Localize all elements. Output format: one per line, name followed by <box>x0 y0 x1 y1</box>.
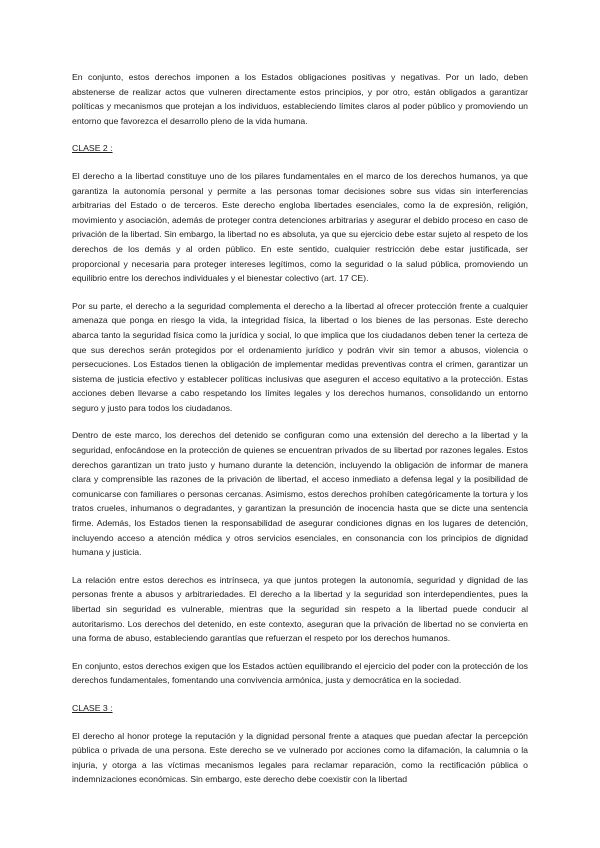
paragraph-1: En conjunto, estos derechos imponen a los Estados obligaciones positivas y negativas. Por un lado, deben abstenerse de realizar actos que vulneren directamente estos principios, y por otro, están obligados a garantizar políticas y mecanismos que protejan a los individuos, estableciendo límites claros al poder público y promoviendo un entorno que favorezca el desarrollo pleno de la vida humana. <box>72 72 528 126</box>
paragraph-2: El derecho a la libertad constituye uno de los pilares fundamentales en el marco de los derechos humanos, ya que garantiza la autonomía personal y permite a las personas tomar decisiones sobre sus vidas sin interferencias arbitrarias del Estado o de terceros. Este derecho engloba libertades esenciales, como la de expresión, religión, movimiento y asociación, además de proteger contra detenciones arbitrarias y asegurar el debido proceso en caso de privación de la libertad. Sin embargo, la libertad no es absoluta, ya que su ejercicio debe estar sujeto al respeto de los derechos de los demás y al orden público. En este sentido, cualquier restricción debe estar justificada, ser proporcional y necesaria para proteger intereses legítimos, como la seguridad o la salud pública, promoviendo un equilibrio entre los derechos individuales y el bienestar colectivo (art. 17 CE). <box>72 170 528 284</box>
paragraph-7: El derecho al honor protege la reputación y la dignidad personal frente a ataques que puedan afectar la percepción pública o privada de una persona. Este derecho se ve vulnerado por acciones como la difamación, la calumnia o la injuria, y otorga a las víctimas mecanismos legales para reclamar reparación, como la rectificación pública o indemnizaciones económicas. Sin embargo, este derecho debe coexistir con la libertad <box>72 730 528 785</box>
document-page <box>72 70 528 800</box>
section-heading-clase-3: CLASE 3 : <box>72 702 113 713</box>
paragraph-4: Dentro de este marco, los derechos del detenido se configuran como una extensión del derecho a la libertad y la seguridad, enfocándose en la protección de quienes se encuentran privados de su libertad por razones legales. Estos derechos garantizan un trato justo y humano durante la detención, incluyendo la obligación de informar de manera clara y comprensible las razones de la privación de libertad, el acceso inmediato a defensa legal y la posibilidad de comunicarse con familiares o personas cercanas. Asimismo, estos derechos prohíben categóricamente la tortura y los tratos crueles, inhumanos o degradantes, y garantizan la presunción de inocencia hasta que se dicte una sentencia firme. Además, los Estados tienen la responsabilidad de asegurar condiciones dignas en los lugares de detención, incluyendo acceso a atención médica y otros servicios esenciales, en consonancia con los principios de dignidad humana y justicia. <box>72 430 528 558</box>
paragraph-3: Por su parte, el derecho a la seguridad complementa el derecho a la libertad al ofrecer protección frente a cualquier amenaza que ponga en riesgo la vida, la integridad física, la libertad o los bienes de las personas. Este derecho abarca tanto la seguridad física como la jurídica y social, lo que implica que los ciudadanos deben tener la certeza de que sus derechos serán protegidos por el ordenamiento jurídico y podrán vivir sin temor a abusos, violencia o persecuciones. Los Estados tienen la obligación de implementar medidas preventivas contra el crimen, garantizar un sistema de justicia efectivo y establecer políticas inclusivas que aseguren el acceso equitativo a la protección. Estas acciones deben llevarse a cabo respetando los límites legales y los derechos humanos, consolidando un entorno seguro y justo para todos los ciudadanos. <box>72 300 528 413</box>
paragraph-5: La relación entre estos derechos es intrínseca, ya que juntos protegen la autonomía, seguridad y dignidad de las personas frente a abusos y arbitrariedades. El derecho a la libertad y la seguridad son interdependientes, pues la libertad sin seguridad es vulnerable, mientras que la seguridad sin respeto a la libertad puede conducir al autoritarismo. Los derechos del detenido, en este contexto, aseguran que la privación de libertad no se convierta en una forma de abuso, estableciendo garantías que refuerzan el respeto por los derechos humanos. <box>72 574 528 644</box>
paragraph-6: En conjunto, estos derechos exigen que los Estados actúen equilibrando el ejercicio del poder con la protección de los derechos fundamentales, fomentando una convivencia armónica, justa y democrática en la sociedad. <box>72 660 528 686</box>
section-heading-clase-2: CLASE 2 : <box>72 143 113 154</box>
